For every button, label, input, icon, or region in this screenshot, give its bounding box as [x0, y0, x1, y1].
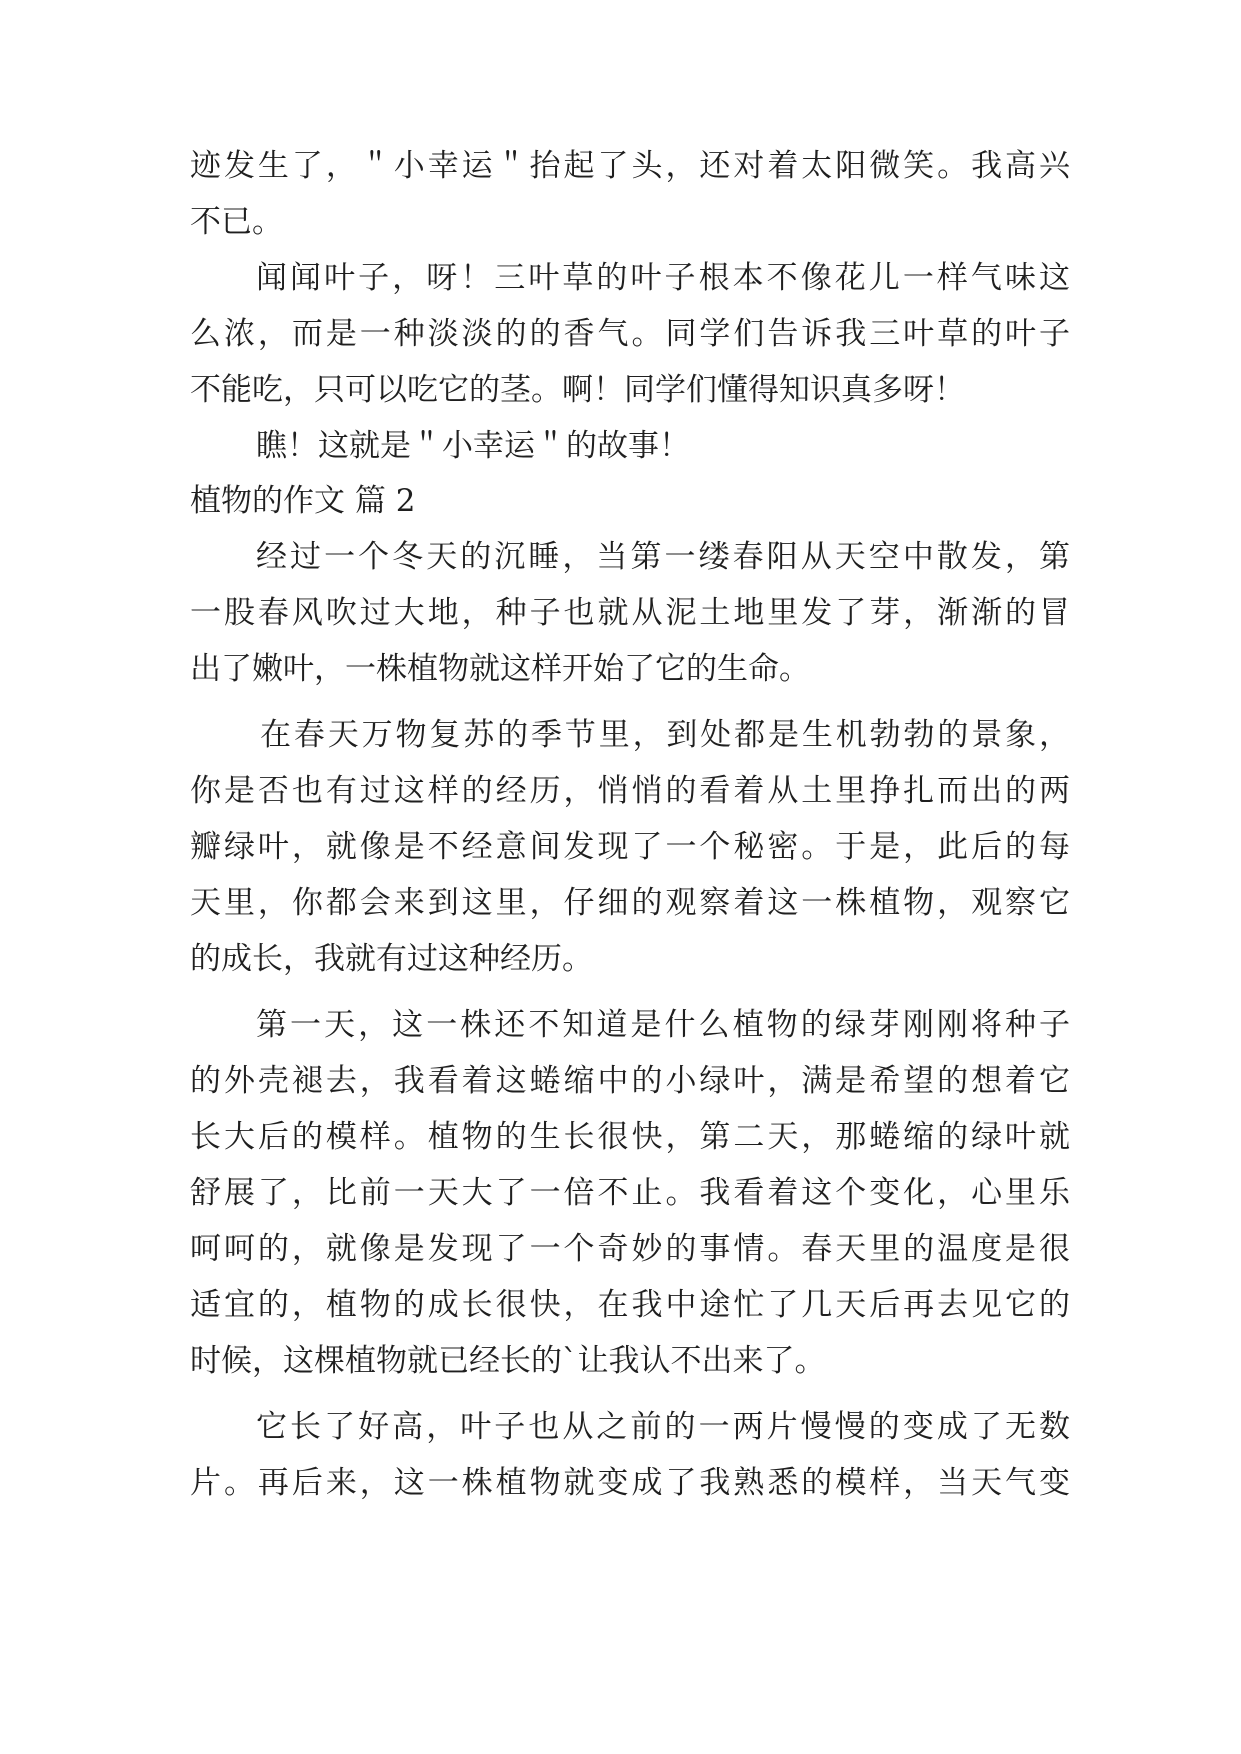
text-line: 出了嫩叶，一株植物就这样开始了它的生命。 — [190, 651, 810, 687]
text-line: 一股春风吹过大地，种子也就从泥土地里发了芽，渐渐的冒 — [190, 595, 1070, 631]
text-line: 第一天，这一株还不知道是什么植物的绿芽刚刚将种子 — [256, 1007, 1070, 1043]
text-line: 天里，你都会来到这里，仔细的观察着这一株植物，观察它 — [190, 885, 1070, 921]
text-line: 闻闻叶子，呀！三叶草的叶子根本不像花儿一样气味这 — [256, 260, 1070, 296]
text-line: 在春天万物复苏的季节里，到处都是生机勃勃的景象， — [260, 717, 1070, 753]
text-line: 瓣绿叶，就像是不经意间发现了一个秘密。于是，此后的每 — [190, 829, 1070, 865]
text-line: 你是否也有过这样的经历，悄悄的看着从土里挣扎而出的两 — [190, 773, 1070, 809]
section-heading: 植物的作文 篇 2 — [190, 483, 416, 519]
text-line: 长大后的模样。植物的生长很快，第二天，那蜷缩的绿叶就 — [190, 1119, 1070, 1155]
text-line: 的外壳褪去，我看着这蜷缩中的小绿叶，满是希望的想着它 — [190, 1063, 1070, 1099]
text-line: 时候，这棵植物就已经长的`让我认不出来了。 — [190, 1343, 826, 1379]
text-line: 瞧！这就是＂小幸运＂的故事！ — [256, 428, 690, 464]
text-line: 经过一个冬天的沉睡，当第一缕春阳从天空中散发，第 — [256, 539, 1070, 575]
text-line: 不已。 — [190, 204, 283, 240]
text-line: 呵呵的，就像是发现了一个奇妙的事情。春天里的温度是很 — [190, 1231, 1070, 1267]
text-line: 适宜的，植物的成长很快，在我中途忙了几天后再去见它的 — [190, 1287, 1070, 1323]
text-line: 的成长，我就有过这种经历。 — [190, 941, 593, 977]
text-line: 迹发生了，＂小幸运＂抬起了头，还对着太阳微笑。我高兴 — [190, 148, 1070, 184]
text-line: 片。再后来，这一株植物就变成了我熟悉的模样，当天气变 — [190, 1465, 1070, 1501]
text-line: 它长了好高，叶子也从之前的一两片慢慢的变成了无数 — [256, 1409, 1070, 1445]
text-line: 不能吃，只可以吃它的茎。啊！同学们懂得知识真多呀！ — [190, 372, 965, 408]
text-line: 么浓，而是一种淡淡的的香气。同学们告诉我三叶草的叶子 — [190, 316, 1070, 352]
text-line: 舒展了，比前一天大了一倍不止。我看着这个变化，心里乐 — [190, 1175, 1070, 1211]
